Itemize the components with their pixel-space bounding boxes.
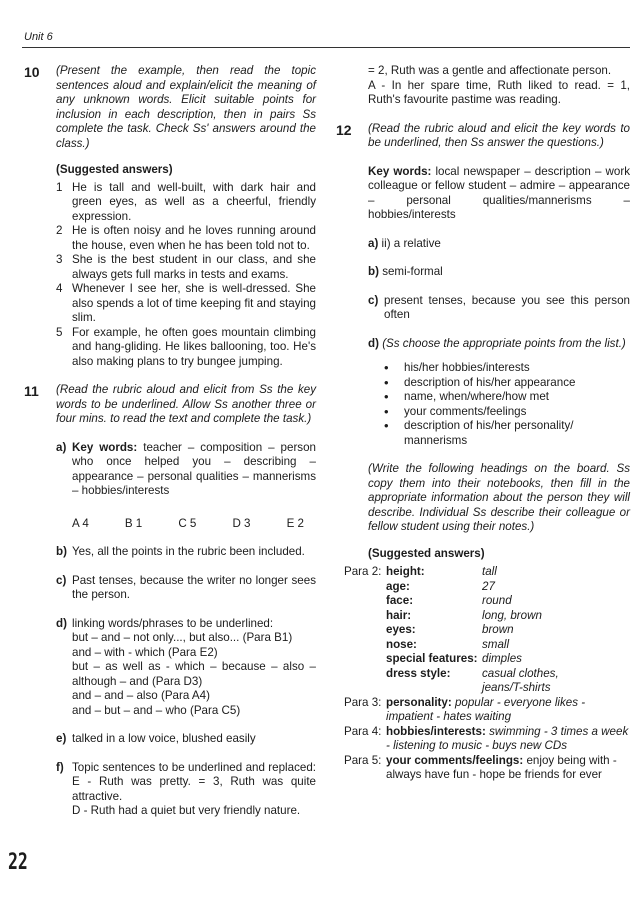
answer-e: e) talked in a low voice, blushed easily bbox=[56, 732, 256, 745]
answer-list bbox=[56, 181, 316, 370]
list-item: • his/her hobbies/interests bbox=[368, 361, 630, 376]
exercise-number: 11 bbox=[24, 383, 39, 399]
list-item: • your comments/feelings bbox=[368, 405, 630, 420]
para-5: Para 5: your comments/feelings: enjoy being with - always have fun - hope be friends for ever bbox=[344, 753, 617, 781]
points-list bbox=[368, 361, 630, 448]
suggested-answers-heading: (Suggested answers) bbox=[56, 163, 173, 176]
answer-a: a) ii) a relative bbox=[368, 236, 441, 250]
exercise-number: 10 bbox=[24, 64, 40, 80]
para-4: Para 4: hobbies/interests: swimming - 3 times a week - listening to music - buys new CDs bbox=[344, 724, 629, 752]
left-column bbox=[24, 64, 316, 819]
answer-d: d) linking words/phrases to be underlined: but – and – not only..., but also... (Para B1) and – with - which (Para E2) but – as well as - which – because – also – although – and (Para D3) and – and – also (Para A4) and – but – and – who (Para C5) bbox=[56, 616, 316, 717]
list-item: 5 For example, he often goes mountain climbing and hang-gliding. He likes ballooning, too. He's also making plans to try bungee jumping. bbox=[56, 325, 316, 368]
list-item: 4 Whenever I see her, she is well-dressed. She also spends a lot of time keeping fit and staying slim. bbox=[56, 282, 316, 324]
answer-f: f) Topic sentences to be underlined and replaced: E - Ruth was pretty. = 3, Ruth was quite attractive. D - Ruth had a quiet but very friendly nature. bbox=[56, 760, 316, 817]
teacher-note: (Write the following headings on the board. Ss copy them into their notebooks, then fill in the appropriate information about the person they will describe. Individual Ss describe their colleague or fellow student using their notes.) bbox=[368, 462, 630, 533]
list-item: 1 He is tall and well-built, with dark hair and green eyes, as well as a cheerful, friendly expression. bbox=[56, 180, 316, 223]
header-rule bbox=[22, 47, 630, 48]
answer-d: d) (Ss choose the appropriate points from the list.) bbox=[368, 336, 626, 350]
answer-a: a) Key words: teacher – composition – person who once helped you – describing – appearance – personal qualities – mannerisms – hobbies/interests bbox=[56, 440, 316, 497]
right-column bbox=[336, 64, 630, 783]
matching-answers: A 4 B 1 C 5 D 3 E 2 bbox=[72, 516, 304, 530]
list-item: • description of his/her appearance bbox=[368, 376, 630, 391]
answer-f-continued: = 2, Ruth was a gentle and affectionate person. A - In her spare time, Ruth liked to read. = 1, Ruth's favourite pastime was reading. bbox=[368, 64, 630, 106]
exercise-11 bbox=[24, 383, 316, 819]
list-item: 2 He is often noisy and he loves running around the house, even when he has been told not to. bbox=[56, 224, 316, 252]
exercise-instructions: (Read the rubric aloud and elicit from Ss the key words to be underlined. Allow Ss another three or four mins. to read the text and complete the task.) bbox=[56, 383, 316, 425]
answer-b: b) semi-formal bbox=[368, 265, 443, 278]
unit-header: Unit 6 bbox=[24, 31, 53, 43]
exercise-instructions: (Present the example, then read the topic sentences aloud and explain/elicit the meaning of any unknown words. Elicit suitable points for inclusion in each description, then in pairs Ss complete the task. Check Ss' answers around the class.) bbox=[56, 64, 316, 150]
exercise-number: 12 bbox=[336, 121, 352, 138]
answer-c: c) present tenses, because you see this person often bbox=[368, 293, 630, 321]
answer-b: b) Yes, all the points in the rubric been included. bbox=[56, 545, 305, 558]
outline bbox=[344, 565, 630, 783]
suggested-answers-heading: (Suggested answers) bbox=[368, 546, 485, 560]
list-item: 3 She is the best student in our class, and she always gets full marks in tests and exams. bbox=[56, 253, 316, 281]
exercise-12 bbox=[336, 121, 630, 562]
list-item: • description of his/her personality/ mannerisms bbox=[368, 419, 630, 448]
exercise-10 bbox=[24, 64, 316, 369]
para-2: Para 2: height: tall age: 27 face: round hair: long, brown eyes: brown nose: small special features: dimples dress style: casual clothes, jeans/T-shirts bbox=[344, 565, 559, 694]
list-item: • name, when/where/how met bbox=[368, 390, 630, 405]
exercise-instructions: (Read the rubric aloud and elicit the key words to be underlined, then Ss answer the questions.) bbox=[368, 121, 630, 149]
key-words: Key words: local newspaper – description – work colleague or fellow student – admire – appearance – personal qualities/mannerisms – hobbies/interests bbox=[368, 164, 630, 221]
answer-c: c) Past tenses, because the writer no longer sees the person. bbox=[56, 573, 316, 601]
page-number: 22 bbox=[8, 850, 28, 875]
para-3: Para 3: personality: popular - everyone likes - impatient - hates waiting bbox=[344, 695, 586, 723]
